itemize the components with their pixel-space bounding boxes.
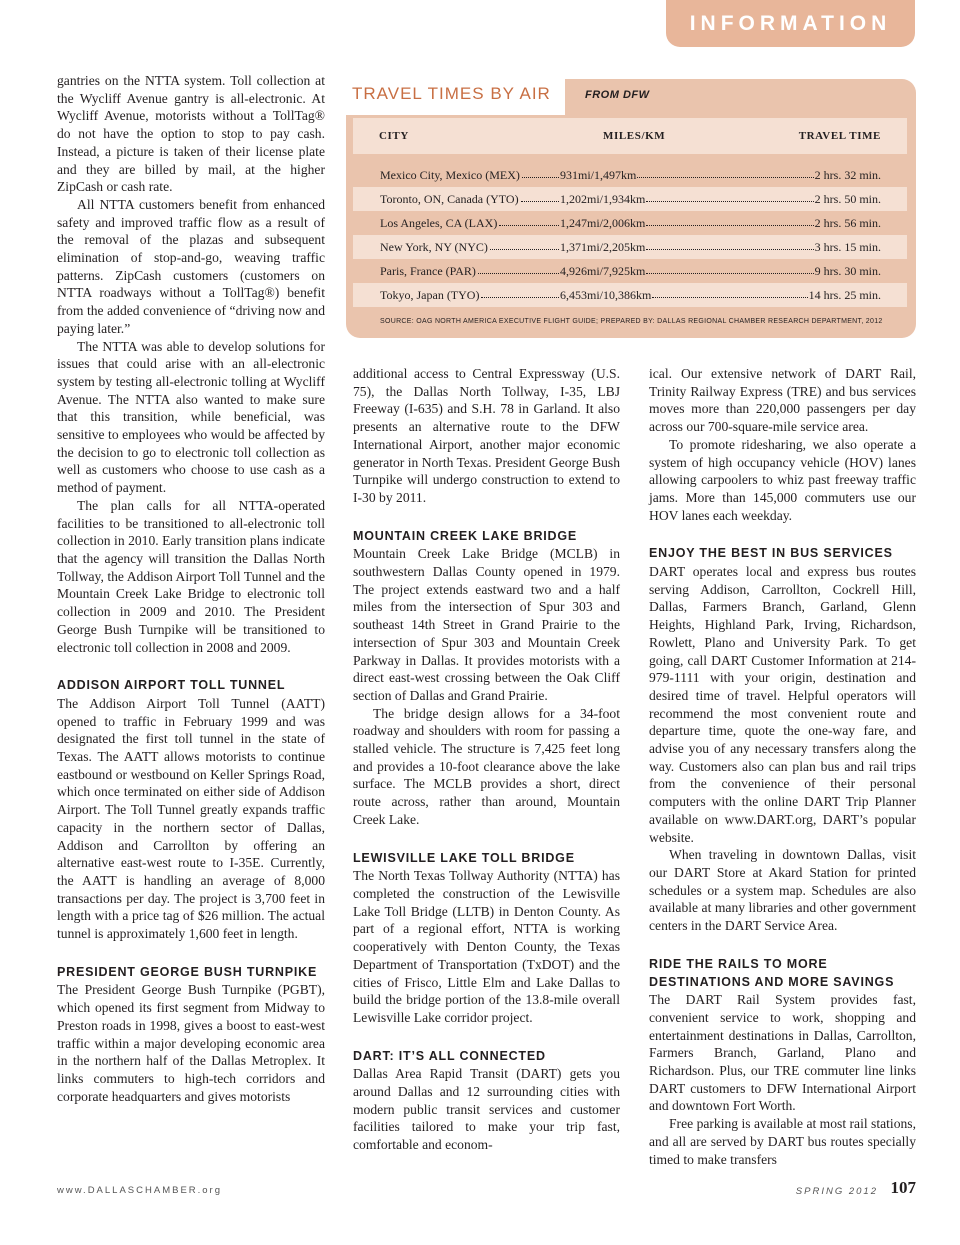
column-2 [353, 365, 620, 1154]
row-time: 14 hrs. 25 min. [808, 288, 881, 302]
row-miles: 1,202mi/1,934km [560, 192, 646, 206]
paragraph: The North Texas Tollway Authority (NTTA) has completed the construction of the Lewisville Lake Toll Bridge (LLTB) in Denton County. As part of a regional effort, NTTA is working cooperatively with Denton County, the Texas Department of Transportation (TxDOT) and the cities of Frisco, Little Elm and Lake Dallas to build the bridge portion of the 13.8-mile overall Lewisville Lake corridor project. [353, 868, 620, 1025]
paragraph: Free parking is available at most rail stations, and all are served by DART bus routes specially timed to make transfers [649, 1116, 916, 1167]
heading-lewisville: LEWISVILLE LAKE TOLL BRIDGE [353, 850, 575, 865]
dot-leader [646, 249, 813, 250]
heading-bush-turnpike: PRESIDENT GEORGE BUSH TURNPIKE [57, 964, 318, 979]
row-time: 9 hrs. 30 min. [814, 264, 881, 278]
row-city: Paris, France (PAR) [380, 264, 476, 278]
paragraph: The bridge design allows for a 34-foot roadway and shoulders with room for passing a stalled vehicle. The structure is 7,425 feet long and provides a 10-foot clearance above the lake surface. The MCLB provides a short, direct route across, rather than around, Mountain Creek Lake. [353, 705, 620, 827]
row-city: Toronto, ON, Canada (YTO) [380, 192, 519, 206]
travel-row [353, 187, 907, 211]
dot-leader [637, 177, 813, 178]
dot-leader [646, 273, 813, 274]
footer-website: www.DALLASCHAMBER.org [57, 1185, 223, 1196]
section-tab: INFORMATION [666, 0, 915, 47]
heading-rails: RIDE THE RAILS TO MORE DESTINATIONS AND MORE SAVINGS [649, 956, 895, 989]
dot-leader [481, 297, 559, 298]
travel-row [353, 283, 907, 307]
travel-row [353, 235, 907, 259]
paragraph: The NTTA was able to develop solutions for issues that could arise with an all-electronic system by testing all-electronic tolling at Wycliff Avenue. The NTTA also wanted to make sure that this transition, while beneficial, was sensitive to employees who would be affected by the decision to go to electronic toll collection as well as customers who choose to use cash as a method of payment. [57, 338, 325, 496]
dot-leader [499, 225, 559, 226]
travel-row [353, 211, 907, 235]
row-miles: 1,371mi/2,205km [560, 240, 646, 254]
paragraph: DART operates local and express bus routes serving Addison, Carrollton, Cockrell Hill, Dallas, Farmers Branch, Garland, Glenn Heights, Highland Park, Irving, Richardson, Rowlett, Plano and University Park. To get going, call DART Customer Information at 214-979-1111 with your origin, destination and desired time of travel. Helpful operators will recommend the most convenient route and departure time, quote the one-way fare, and advise you of any necessary transfers along the way. Customers also can plan bus and rail trips from the convenience of their personal computers with the online DART Trip Planner available on www.DART.org, DART’s popular website. [649, 564, 916, 845]
paragraph: The DART Rail System provides fast, convenient service to work, shopping and entertainment destinations in Dallas, Carrollton, Farmers Branch, Garland, Plano and Richardson. Plus, our TRE commuter line links DART customers to DFW International Airport and downtown Fort Worth. [649, 992, 916, 1114]
travel-row [353, 259, 907, 283]
row-miles: 6,453mi/10,386km [560, 288, 652, 302]
travel-box-source: SOURCE: OAG NORTH AMERICA EXECUTIVE FLIGHT GUIDE; PREPARED BY: DALLAS REGIONAL CHAMBER RESEARCH DEPARTMENT, 2012 [380, 318, 883, 325]
paragraph: The plan calls for all NTTA-operated facilities to be transitioned to all-electronic toll collection in 2010. Early transition plans indicate that the agency will transition the Dallas North Tollway, the Addison Airport Toll Tunnel and the Mountain Creek Lake Bridge to electronic toll collection in 2009 and 2010. The President George Bush Turnpike will be transitioned to electronic toll collection in 2008 and 2009. [57, 497, 325, 655]
row-time: 3 hrs. 15 min. [814, 240, 881, 254]
dot-leader [646, 201, 813, 202]
row-city: New York, NY (NYC) [380, 240, 488, 254]
heading-bus-services: ENJOY THE BEST IN BUS SERVICES [649, 546, 893, 561]
travel-table-header [353, 118, 907, 154]
heading-dart: DART: IT’S ALL CONNECTED [353, 1048, 546, 1063]
header-time: TRAVEL TIME [798, 130, 881, 142]
heading-mountain-creek: MOUNTAIN CREEK LAKE BRIDGE [353, 528, 578, 543]
dot-leader [652, 297, 807, 298]
row-time: 2 hrs. 56 min. [814, 216, 881, 230]
paragraph: Dallas Area Rapid Transit (DART) gets you around Dallas and 12 surrounding cities with modern public transit services and customer facilities tailored to make your trip fast, comfortable and econom- [353, 1066, 620, 1153]
dot-leader [521, 201, 559, 202]
paragraph: All NTTA customers benefit from enhanced safety and improved traffic flow as a result of the removal of the plazas and subsequent elimination of stop-and-go, weaving traffic patterns. ZipCash customers (customers on NTTA roadways without a TollTag®) benefit from the added convenience of “driving now and paying later.” [57, 196, 325, 336]
column-1 [57, 72, 325, 1105]
row-city: Mexico City, Mexico (MEX) [380, 168, 520, 182]
travel-box-title: TRAVEL TIMES BY AIR [352, 84, 551, 103]
paragraph: The Addison Airport Toll Tunnel (AATT) opened to traffic in February 1999 and was designated the first toll tunnel in the state of Texas. The AATT allows motorists to continue eastbound or westbound on Keller Springs Road, which once terminated on either side of Addison Airport. The Toll Tunnel greatly expands traffic capacity in the northern sector of Dallas, Addison and Carrollton by offering an alternative east-west route to I-35E. Currently, the AATT is handling an average of 8,000 transactions per day. The project is 3,700 feet in length with a price tag of $26 million. The actual tunnel is approximately 1,600 feet in length. [57, 695, 325, 942]
header-city: CITY [379, 130, 409, 142]
dot-leader [478, 273, 559, 274]
header-miles: MILES/KM [603, 130, 666, 142]
row-miles: 1,247mi/2,006km [560, 216, 646, 230]
paragraph: ical. Our extensive network of DART Rail, Trinity Railway Express (TRE) and bus services moves more than 220,000 passengers per day across our 700-square-mile service area. [649, 366, 916, 435]
footer-issue: SPRING 2012 [795, 1186, 878, 1197]
column-3 [649, 365, 916, 1168]
row-city: Tokyo, Japan (TYO) [380, 288, 480, 302]
paragraph: To promote ridesharing, we also operate a system of high occupancy vehicle (HOV) lanes allowing carpoolers to whiz past freeway traffic jams. More than 145,000 commuters use our HOV lanes each weekday. [649, 436, 916, 523]
row-time: 2 hrs. 32 min. [814, 168, 881, 182]
dot-leader [646, 225, 813, 226]
paragraph: When traveling in downtown Dallas, visit our DART Store at Akard Station for printed schedules or a system map. Schedules are also available at many libraries and other government centers in the DART Service Area. [649, 847, 916, 934]
page-number: 107 [890, 1178, 916, 1197]
dot-leader [490, 249, 559, 250]
heading-addison-tunnel: ADDISON AIRPORT TOLL TUNNEL [57, 678, 286, 693]
paragraph: additional access to Central Expressway (U.S. 75), the Dallas North Tollway, I-35, LBJ Freeway (I-635) and S.H. 78 in Garland. It also presents an alternative route to the DFW International Airport, another major economic generator in North Texas. President George Bush Turnpike will undergo construction to extend to I-30 by 2011. [353, 366, 620, 505]
row-city: Los Angeles, CA (LAX) [380, 216, 498, 230]
paragraph: gantries on the NTTA system. Toll collection at the Wycliff Avenue gantry is all-electronic. At Wycliff Avenue, motorists without a TollTag® do not have the option to stop to pay cash. Instead, a picture is taken of their license plate and they are billed by mail, at the higher ZipCash or cash rate. [57, 73, 325, 195]
travel-box-subtitle: FROM DFW [585, 89, 650, 101]
travel-row [353, 163, 907, 187]
paragraph: The President George Bush Turnpike (PGBT), which opened its first segment from Midway to Preston roads in 1998, gives a boost to east-west traffic within a major developing economic area in the northern half of the Dallas Metroplex. It links commuters to high-tech corridors and corporate headquarters and gives motorists [57, 982, 325, 1104]
dot-leader [522, 177, 559, 178]
row-miles: 4,926mi/7,925km [560, 264, 646, 278]
row-miles: 931mi/1,497km [560, 168, 637, 182]
paragraph: Mountain Creek Lake Bridge (MCLB) in southwestern Dallas County opened in 1979. The project extends eastward two and a half miles from the intersection of Spur 303 and southeast 14th Street in Grand Prairie to the intersection of Spur 303 and Mountain Creek Parkway in Dallas. It provides motorists with a direct east-west crossing between the Oak Cliff section of Dallas and Grand Prairie. [353, 546, 620, 703]
row-time: 2 hrs. 50 min. [814, 192, 881, 206]
